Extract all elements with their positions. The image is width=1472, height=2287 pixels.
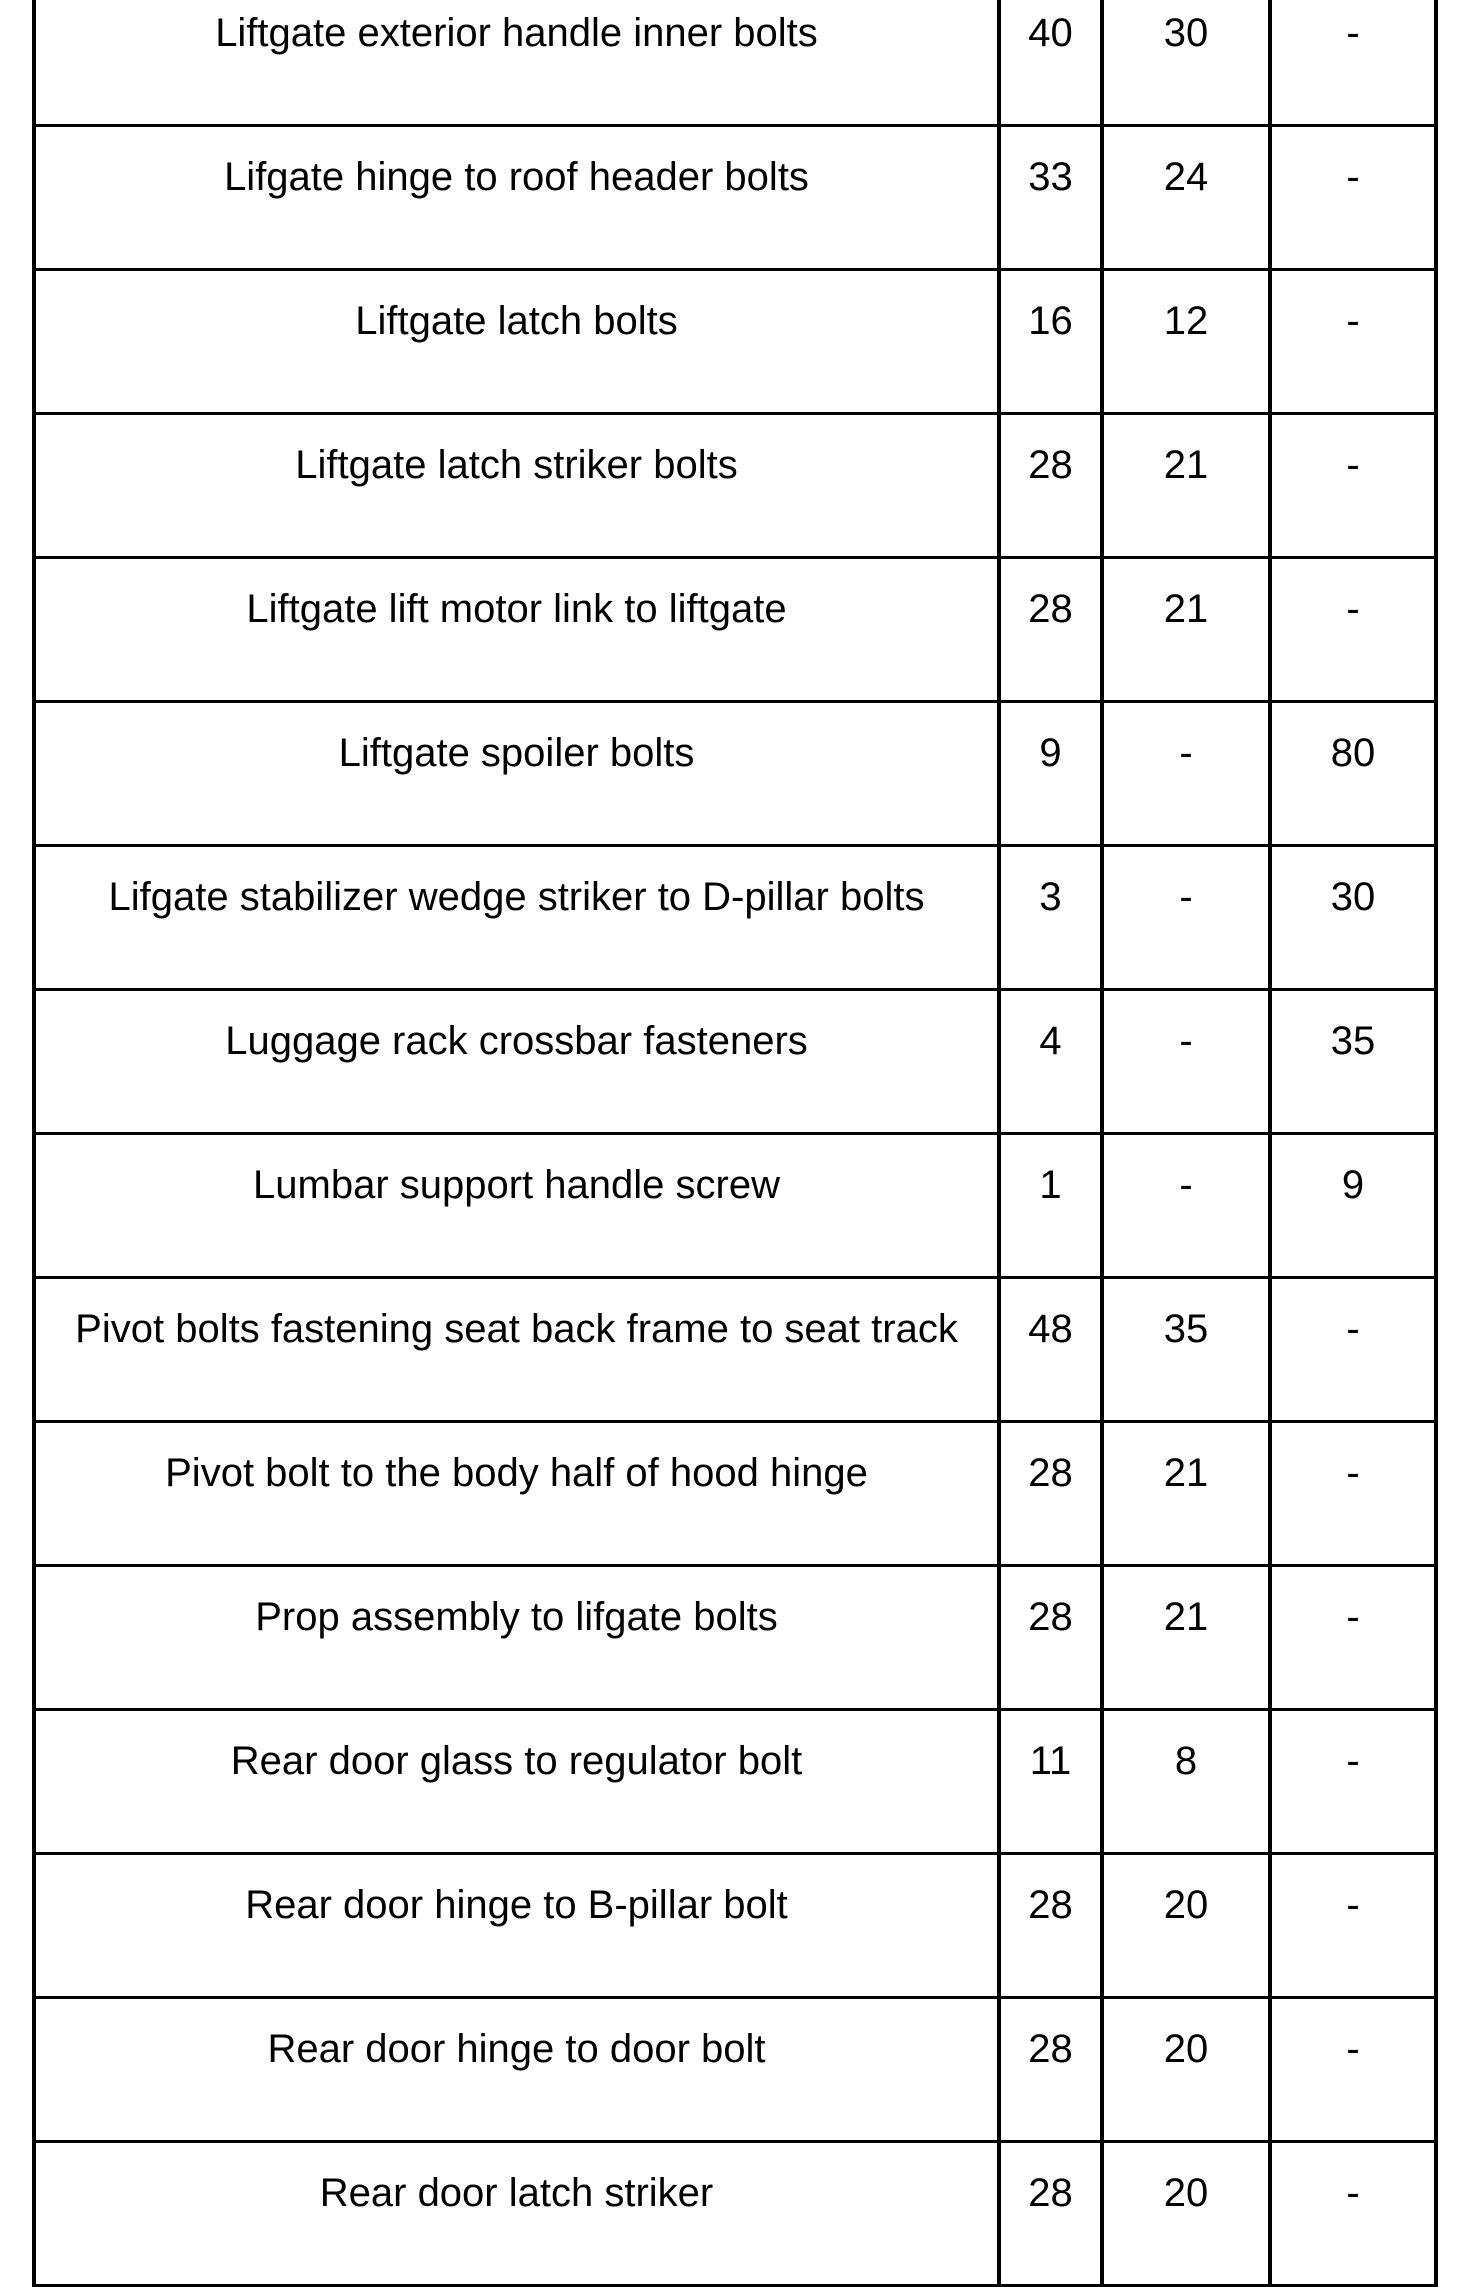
torque-nm-cell: 28 [999, 414, 1102, 558]
torque-nm-cell: 1 [999, 1134, 1102, 1278]
fastener-description-cell: Lifgate hinge to roof header bolts [34, 126, 999, 270]
torque-lb-in-cell: - [1270, 1422, 1436, 1566]
torque-lb-in-cell: - [1270, 0, 1436, 126]
table-row [34, 990, 1436, 1134]
table-row [34, 1710, 1436, 1854]
fastener-description-cell: Liftgate latch striker bolts [34, 414, 999, 558]
torque-nm-cell: 28 [999, 1854, 1102, 1998]
fastener-description-cell: Pivot bolt to the body half of hood hinge [34, 1422, 999, 1566]
table-row [34, 558, 1436, 702]
fastener-description-cell: Lifgate stabilizer wedge striker to D-pillar bolts [34, 846, 999, 990]
torque-nm-cell: 3 [999, 846, 1102, 990]
fastener-description-cell: Liftgate spoiler bolts [34, 702, 999, 846]
torque-nm-cell: 40 [999, 0, 1102, 126]
table-row [34, 846, 1436, 990]
fastener-description-cell: Rear door hinge to B-pillar bolt [34, 1854, 999, 1998]
torque-lb-ft-cell: 12 [1102, 270, 1270, 414]
torque-lb-ft-cell: 30 [1102, 0, 1270, 126]
table-row [34, 1134, 1436, 1278]
torque-lb-in-cell: - [1270, 2142, 1436, 2286]
table-row [34, 1854, 1436, 1998]
torque-nm-cell: 16 [999, 270, 1102, 414]
fastener-description-cell: Lumbar support handle screw [34, 1134, 999, 1278]
torque-lb-in-cell: - [1270, 126, 1436, 270]
torque-nm-cell: 28 [999, 1422, 1102, 1566]
torque-nm-cell: 28 [999, 1998, 1102, 2142]
torque-lb-in-cell: 9 [1270, 1134, 1436, 1278]
torque-lb-ft-cell: - [1102, 846, 1270, 990]
table-row [34, 1566, 1436, 1710]
table-row [34, 2142, 1436, 2286]
torque-lb-ft-cell: 20 [1102, 1998, 1270, 2142]
torque-nm-cell: 4 [999, 990, 1102, 1134]
torque-lb-in-cell: - [1270, 1854, 1436, 1998]
torque-nm-cell: 11 [999, 1710, 1102, 1854]
table-row [34, 270, 1436, 414]
torque-lb-ft-cell: - [1102, 1134, 1270, 1278]
torque-nm-cell: 33 [999, 126, 1102, 270]
torque-lb-ft-cell: 21 [1102, 1422, 1270, 1566]
torque-lb-ft-cell: 35 [1102, 1278, 1270, 1422]
torque-specification-table [32, 0, 1438, 2287]
torque-lb-ft-cell: 24 [1102, 126, 1270, 270]
torque-lb-in-cell: - [1270, 1278, 1436, 1422]
fastener-description-cell: Rear door glass to regulator bolt [34, 1710, 999, 1854]
table-row [34, 1998, 1436, 2142]
fastener-description-cell: Liftgate exterior handle inner bolts [34, 0, 999, 126]
fastener-description-cell: Pivot bolts fastening seat back frame to seat track [34, 1278, 999, 1422]
fastener-description-cell: Luggage rack crossbar fasteners [34, 990, 999, 1134]
torque-nm-cell: 9 [999, 702, 1102, 846]
table-row [34, 1278, 1436, 1422]
torque-lb-in-cell: - [1270, 1566, 1436, 1710]
torque-lb-ft-cell: 21 [1102, 558, 1270, 702]
torque-lb-ft-cell: 21 [1102, 1566, 1270, 1710]
fastener-description-cell: Rear door latch striker [34, 2142, 999, 2286]
torque-lb-ft-cell: 20 [1102, 2142, 1270, 2286]
torque-nm-cell: 28 [999, 2142, 1102, 2286]
fastener-description-cell: Rear door hinge to door bolt [34, 1998, 999, 2142]
torque-lb-in-cell: - [1270, 270, 1436, 414]
torque-lb-ft-cell: 8 [1102, 1710, 1270, 1854]
table-row [34, 414, 1436, 558]
torque-lb-in-cell: - [1270, 1998, 1436, 2142]
torque-lb-in-cell: - [1270, 414, 1436, 558]
fastener-description-cell: Prop assembly to lifgate bolts [34, 1566, 999, 1710]
table-body [34, 0, 1436, 2286]
torque-lb-ft-cell: 21 [1102, 414, 1270, 558]
torque-nm-cell: 48 [999, 1278, 1102, 1422]
torque-nm-cell: 28 [999, 558, 1102, 702]
torque-lb-in-cell: - [1270, 558, 1436, 702]
torque-lb-in-cell: 80 [1270, 702, 1436, 846]
table-row [34, 0, 1436, 126]
torque-nm-cell: 28 [999, 1566, 1102, 1710]
fastener-description-cell: Liftgate latch bolts [34, 270, 999, 414]
torque-lb-in-cell: 30 [1270, 846, 1436, 990]
torque-lb-ft-cell: 20 [1102, 1854, 1270, 1998]
table-row [34, 126, 1436, 270]
torque-lb-in-cell: - [1270, 1710, 1436, 1854]
torque-lb-ft-cell: - [1102, 702, 1270, 846]
table-row [34, 1422, 1436, 1566]
table-row [34, 702, 1436, 846]
torque-lb-ft-cell: - [1102, 990, 1270, 1134]
torque-lb-in-cell: 35 [1270, 990, 1436, 1134]
fastener-description-cell: Liftgate lift motor link to liftgate [34, 558, 999, 702]
